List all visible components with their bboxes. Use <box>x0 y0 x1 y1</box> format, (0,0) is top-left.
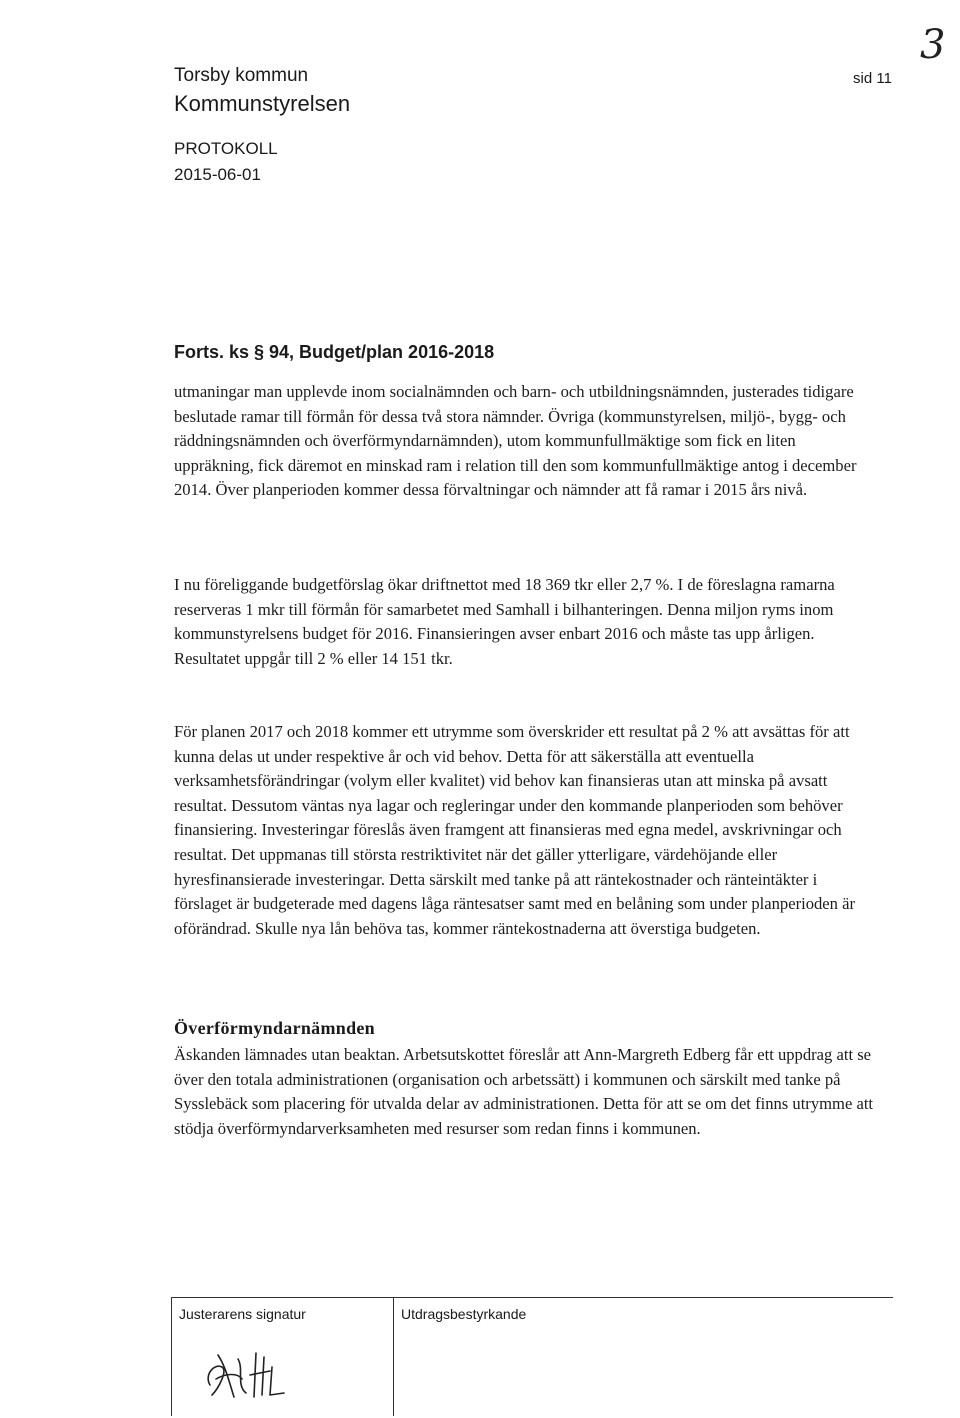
handwritten-page-number: 3 <box>920 22 946 68</box>
paragraph-text: utmaningar man upplevde inom socialnämnden och barn- och utbildningsnämnden, justerades tidigare beslutade ramar till förmån för dessa två stora nämnder. Övriga (kommunstyrelsen, miljö-, bygg- och räddningsnämnden och överförmyndarnämnden), utom kommunfullmäktige som fick en liten uppräkning, fick däremot en minskad ram i relation till den som kommunfullmäktige antog i december 2014. Över planperioden kommer dessa förvaltningar och nämnder att få ramar i 2015 års nivå. <box>174 382 857 500</box>
paragraph <box>174 380 874 503</box>
document-header <box>174 62 350 118</box>
paragraph <box>174 573 874 671</box>
paragraph-text: Äskanden lämnades utan beaktan. Arbetsutskottet föreslår att Ann-Margreth Edberg får ett uppdrag att se över den totala administrationen (organisation och arbetssätt) i kommunen och särskilt med tanke på Sysslebäck som placering för utvalda delar av administrationen. Detta för att se om det finns utrymme att stödja överförmyndarverksamheten med resurser som redan finns i kommunen. <box>174 1045 874 1138</box>
paragraph-text: För planen 2017 och 2018 kommer ett utrymme som överskrider ett resultat på 2 % att avsättas för att kunna delas ut under respektive år och vid behov. Detta för att säkerställa att eventuella verksamhetsförändringar (volym eller kvalitet) vid behov kan finansieras utan att minska på avsatt resultat. Dessutom väntas nya lagar och regleringar under den kommande planperioden som behöver finansiering. Investeringar föreslås även framgent att finansieras med egna medel, avskrivningar och resultat. Det uppmanas till största restriktivitet när det gäller ytterligare, värdehöjande eller hyresfinansierade investeringar. Detta särskilt med tanke på att räntekostnader och ränteintäkter i förslaget är budgeterade med dagens låga räntesatser samt med en belåning som under planperioden är oförändrad. Skulle nya lån behöva tas, kommer räntekostnaderna att överstiga budgeten. <box>174 722 856 938</box>
justerare-label: Justerarens signatur <box>179 1306 306 1322</box>
doc-type: PROTOKOLL <box>174 139 278 158</box>
subsection-heading: Överförmyndarnämnden <box>174 1018 375 1038</box>
document-meta <box>174 136 278 188</box>
paragraph-text: I nu föreliggande budgetförslag ökar driftnettot med 18 369 tkr eller 2,7 %. I de föreslagna ramarna reserveras 1 mkr till förmån för samarbetet med Samhall i bilhanteringen. Denna miljon ryms inom kommunstyrelsens budget för 2016. Finansieringen avser enbart 2016 och måste tas upp årligen. Resultatet uppgår till 2 % eller 14 151 tkr. <box>174 575 835 668</box>
doc-date: 2015-06-01 <box>174 165 261 184</box>
organization-name: Torsby kommun <box>174 65 309 86</box>
paragraph <box>174 720 874 941</box>
section-title: Forts. ks § 94, Budget/plan 2016-2018 <box>174 342 495 362</box>
utdrag-cell <box>393 1298 894 1416</box>
paragraph <box>174 1043 874 1141</box>
body-name: Kommunstyrelsen <box>174 91 351 116</box>
handwritten-signature <box>200 1345 290 1405</box>
page-number: sid 11 <box>853 70 892 87</box>
utdrag-label: Utdragsbestyrkande <box>401 1306 527 1322</box>
